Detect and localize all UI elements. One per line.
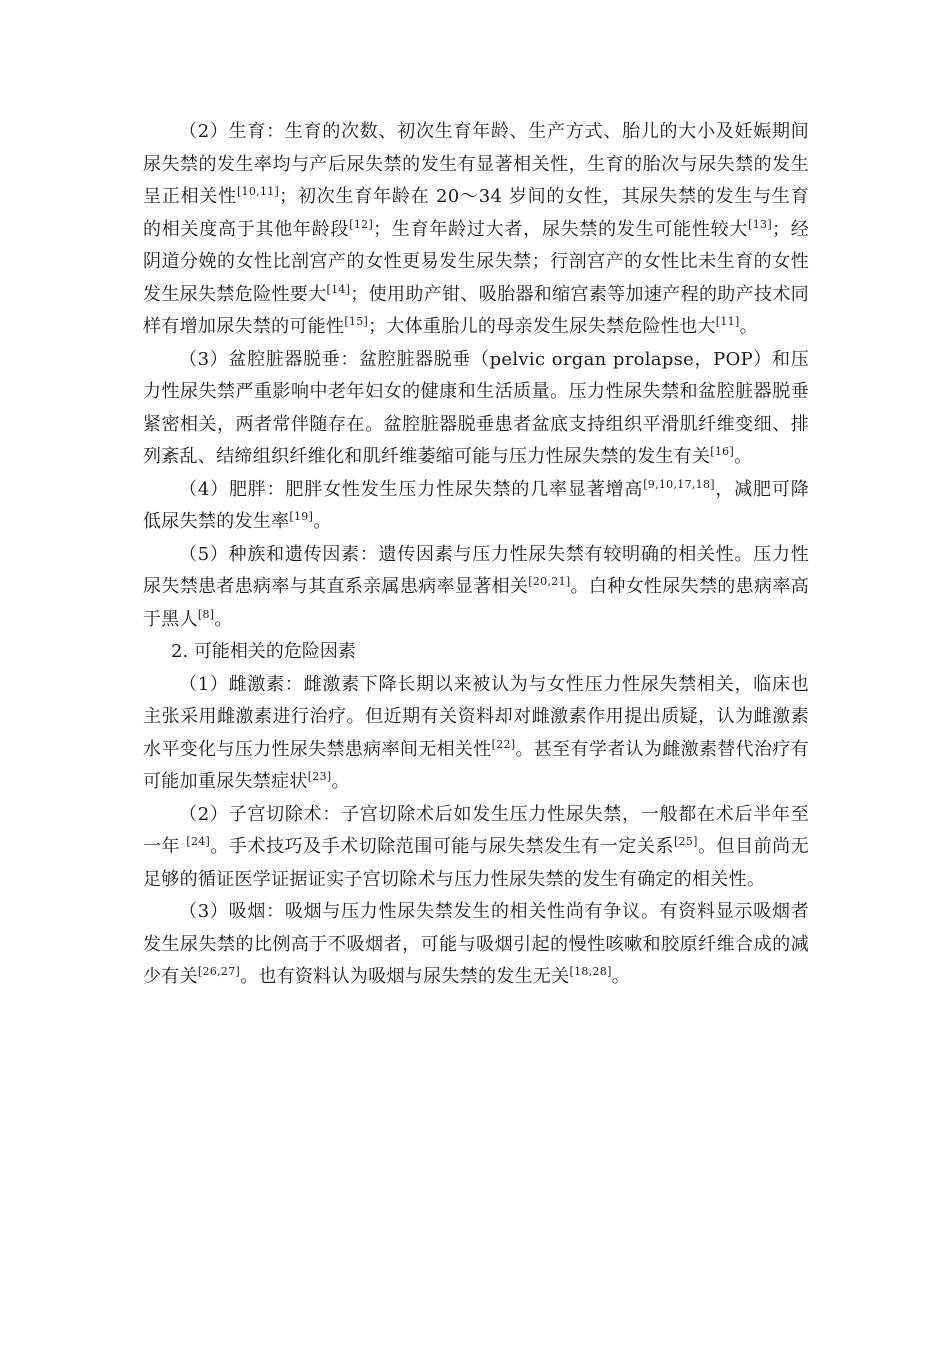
citation-ref: [22]: [491, 737, 516, 751]
citation-ref: [26,27]: [197, 965, 241, 978]
paragraph-text: （2）生育：生育的次数、初次生育年龄、生产方式、胎儿的大小及妊娠期间尿失禁的发生率均与产后尿失禁的发生有显著相关性，生育的胎次与尿失禁的发生呈正相关性: [143, 121, 809, 207]
citation-ref: [18,28]: [569, 965, 612, 978]
body-paragraph: [143, 116, 809, 344]
paragraph-text: ；初次生育年龄在 20～34 岁间的女性，其尿失禁的发生与生育的相关度高于其他年龄段: [143, 186, 809, 240]
body-paragraph: [143, 539, 809, 637]
paragraph-text: ，减肥可降低尿失禁的发生率: [143, 478, 810, 532]
paragraph-text: 。: [611, 966, 630, 987]
paragraph-text: 。: [739, 316, 758, 337]
citation-ref: [14]: [326, 282, 351, 296]
paragraph-text: ；生育年龄过大者，尿失禁的发生可能性较大: [373, 218, 749, 240]
citation-ref: [9,10,17,18]: [643, 477, 715, 491]
citation-ref: [25]: [673, 835, 698, 848]
document-body: [143, 116, 809, 994]
citation-ref: [11]: [715, 315, 740, 328]
body-paragraph: [143, 669, 809, 799]
citation-ref: [24]: [186, 835, 211, 848]
paragraph-text: 。: [734, 446, 753, 467]
paragraph-text: 。手术技巧及手术切除范围可能与尿失禁发生有一定关系: [210, 836, 674, 857]
citation-ref: [13]: [748, 217, 772, 231]
paragraph-text: （1）雌激素：雌激素下降长期以来被认为与女性压力性尿失禁相关，临床也主张采用雌激素进行治疗。但近期有关资料却对雌激素作用提出质疑，认为雌激素水平变化与压力性尿失禁患病率间无相关性: [143, 673, 809, 760]
body-paragraph: [143, 799, 809, 897]
paragraph-text: （2）子宫切除术：子宫切除术后如发生压力性尿失禁，一般都在术后半年至一年: [143, 803, 809, 857]
paragraph-text: （3）盆腔脏器脱垂：盆腔脏器脱垂（pelvic organ prolapse，POP）和压力性尿失禁严重影响中老年妇女的健康和生活质量。压力性尿失禁和盆腔脏器脱垂紧密相关，两者常伴随存在。盆腔脏器脱垂患者盆底支持组织平滑肌纤维变细、排列紊乱、结缔组织纤维化和肌纤维萎缩可能与压力性尿失禁的发生有关: [143, 348, 809, 467]
citation-ref: [20,21]: [528, 575, 571, 588]
paragraph-text: 。: [214, 608, 233, 630]
body-paragraph: [143, 896, 809, 994]
paragraph-text: ；大体重胎儿的母亲发生尿失禁危险性也大: [368, 316, 716, 337]
paragraph-text: 。但目前尚无足够的循证医学证据证实子宫切除术与压力性尿失禁的发生有确定的相关性。: [143, 836, 809, 890]
paragraph-text: 。也有资料认为吸烟与尿失禁的发生无关: [240, 966, 570, 987]
citation-ref: [15]: [344, 315, 369, 328]
citation-ref: [8]: [197, 607, 215, 621]
citation-ref: [19]: [289, 510, 314, 523]
body-paragraph: [143, 344, 809, 474]
paragraph-text: （3）吸烟：吸烟与压力性尿失禁发生的相关性尚有争议。有资料显示吸烟者发生尿失禁的比例高于不吸烟者，可能与吸烟引起的慢性咳嗽和胶原纤维合成的减少有关: [143, 901, 809, 987]
section-heading: 2. 可能相关的危险因素: [171, 641, 356, 662]
citation-ref: [10,11]: [236, 185, 280, 198]
paragraph-text: ；使用助产钳、吸胎器和缩宫素等加速产程的助产技术同样有增加尿失禁的可能性: [143, 283, 810, 337]
paragraph-text: 。: [331, 771, 350, 792]
paragraph-text: （5）种族和遗传因素：遗传因素与压力性尿失禁有较明确的相关性。压力性尿失禁患者患病率与其直系亲属患病率显著相关: [143, 543, 809, 597]
paragraph-text: ；经阴道分娩的女性比剖宫产的女性更易发生尿失禁；行剖宫产的女性比未生育的女性发生尿失禁危险性要大: [143, 218, 809, 305]
paragraph-text: 。白种女性尿失禁的患病率高于黑人: [143, 576, 809, 630]
paragraph-text: 。甚至有学者认为雌激素替代治疗有可能加重尿失禁症状: [143, 738, 809, 792]
citation-ref: [16]: [710, 445, 735, 458]
body-paragraph: [143, 474, 809, 539]
paragraph-text: 。: [313, 511, 332, 532]
citation-ref: [12]: [349, 217, 374, 231]
citation-ref: [23]: [307, 770, 332, 783]
paragraph-text: （4）肥胖：肥胖女性发生压力性尿失禁的几率显著增高: [179, 478, 644, 500]
